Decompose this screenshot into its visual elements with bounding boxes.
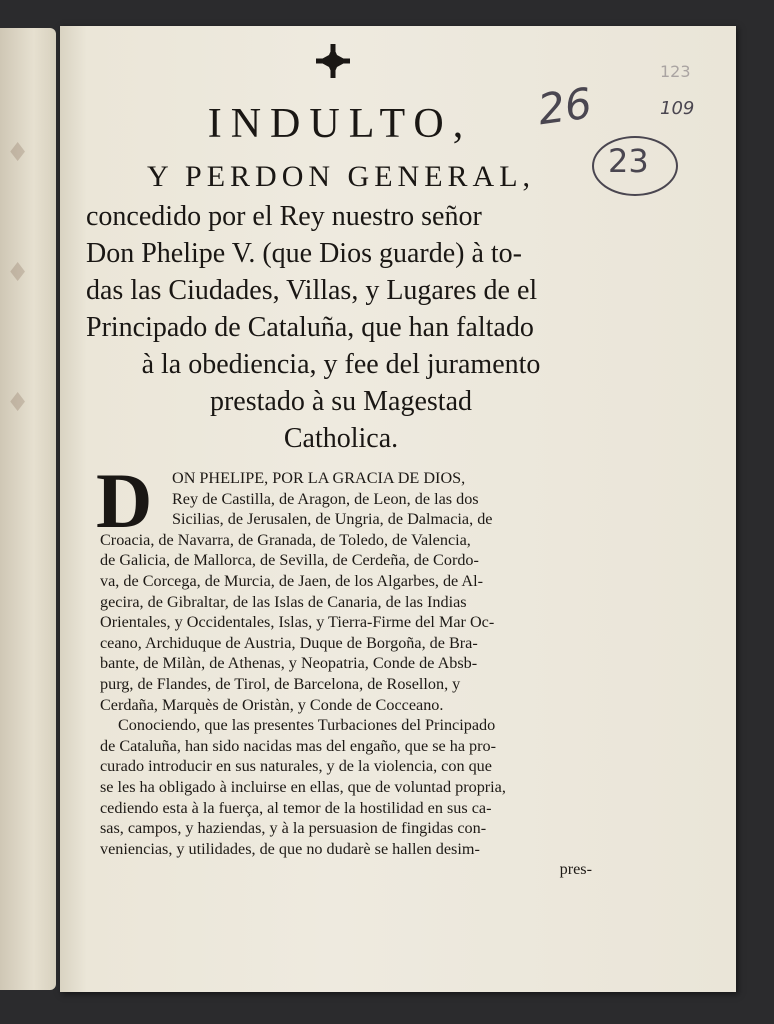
subtitle-line: à la obediencia, y fee del juramento bbox=[141, 349, 541, 380]
drop-cap: D bbox=[96, 457, 153, 544]
body-line: cediendo esta à la fuerça, al temor de la hostilidad en sus ca- bbox=[100, 798, 492, 817]
body-line: Conociendo, que las presentes Turbaciones del Principado bbox=[118, 716, 496, 735]
body-line: Sicilias, de Jerusalen, de Ungria, de Dalmacia, de bbox=[172, 510, 493, 529]
body-line: Orientales, y Occidentales, Islas, y Tierra-Firme del Mar Oc- bbox=[100, 613, 495, 632]
subtitle-line: Catholica. bbox=[283, 423, 399, 454]
body-line: purg, de Flandes, de Tirol, de Barcelona, de Rosellon, y bbox=[100, 674, 461, 693]
body-line: Cerdaña, Marquès de Oristàn, y Conde de Cocceano. bbox=[100, 695, 444, 714]
body-line: veniencias, y utilidades, de que no dudarè se hallen desim- bbox=[100, 839, 480, 858]
body-line: de Cataluña, han sido nacidas mas del engaño, que se ha pro- bbox=[100, 736, 497, 755]
handwritten-number-26: 26 bbox=[534, 78, 595, 135]
body-line: Croacia, de Navarra, de Granada, de Toledo, de Valencia, bbox=[100, 530, 471, 549]
body-line: gecira, de Gibraltar, de las Islas de Canaria, de las Indias bbox=[100, 592, 467, 611]
body-line: ON PHELIPE, POR LA GRACIA DE DIOS, bbox=[172, 469, 466, 487]
body-line: de Galicia, de Mallorca, de Sevilla, de Cerdeña, de Cordo- bbox=[100, 551, 479, 570]
bleed-through-mark: ♦ bbox=[6, 388, 30, 418]
catchword: pres- bbox=[559, 860, 592, 879]
subtitle-line: prestado à su Magestad bbox=[209, 386, 473, 417]
document-title: INDULTO, bbox=[207, 101, 473, 147]
facing-page-edge bbox=[0, 28, 56, 990]
bleed-through-mark: ♦ bbox=[6, 258, 30, 288]
body-line: ceano, Archiduque de Austria, Duque de Borgoña, de Bra- bbox=[100, 633, 478, 652]
cross-ornament-icon bbox=[316, 44, 350, 78]
body-line: bante, de Milàn, de Athenas, y Neopatria, Conde de Absb- bbox=[100, 654, 478, 673]
subtitle-line: Principado de Cataluña, que han faltado bbox=[86, 312, 534, 343]
body-line: curado introducir en sus naturales, y de la violencia, con que bbox=[100, 757, 492, 776]
decree-body bbox=[100, 468, 592, 880]
handwritten-number-109: 109 bbox=[660, 98, 695, 119]
subtitle-line: das las Ciudades, Villas, y Lugares de el bbox=[86, 275, 538, 306]
document-subtitle-heading: Y PERDON GENERAL, bbox=[146, 160, 536, 193]
faint-pencil-number: 123 bbox=[660, 62, 691, 81]
body-line: Rey de Castilla, de Aragon, de Leon, de las dos bbox=[172, 489, 479, 508]
body-line: va, de Corcega, de Murcia, de Jaen, de los Algarbes, de Al- bbox=[100, 571, 483, 590]
subtitle-line: Don Phelipe V. (que Dios guarde) à to- bbox=[86, 238, 522, 269]
body-line: sas, campos, y haziendas, y à la persuasion de fingidas con- bbox=[100, 819, 487, 838]
subtitle-line: concedido por el Rey nuestro señor bbox=[86, 201, 482, 232]
body-line: se les ha obligado à incluirse en ellas, que de voluntad propria, bbox=[100, 777, 506, 796]
title-description bbox=[86, 198, 596, 457]
handwritten-number-23: 23 bbox=[608, 142, 649, 180]
bleed-through-mark: ♦ bbox=[6, 138, 30, 168]
